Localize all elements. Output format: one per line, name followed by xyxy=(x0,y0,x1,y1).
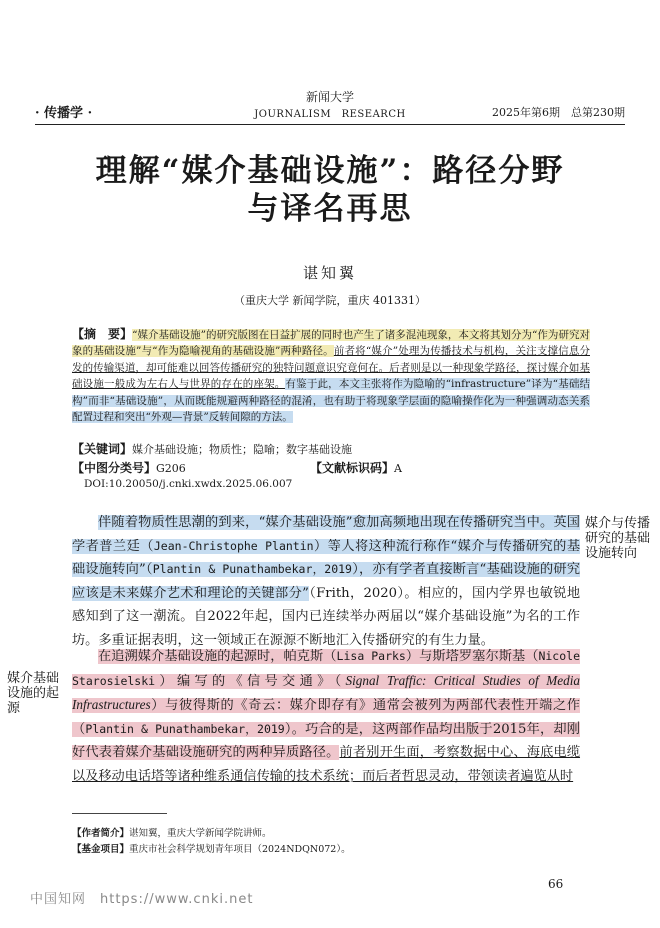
p1-text-b: ）等人将这种流行称作“媒介与传播研究的基础设施转向”（ xyxy=(72,538,581,578)
journal-name-en: JOURNALISM RESEARCH xyxy=(254,109,406,120)
column-label: · 传播学 · xyxy=(35,106,93,121)
cnki-watermark: 中国知网 https://www.cnki.net xyxy=(30,892,254,907)
author-bio xyxy=(72,825,272,839)
author-affiliation: （重庆大学 新闻学院，重庆 401331） xyxy=(234,294,426,307)
body-paragraph-2 xyxy=(72,645,580,789)
article-title-line-2: 与译名再思 xyxy=(247,191,413,227)
clc-value: G206 xyxy=(156,462,186,475)
abstract xyxy=(72,326,590,425)
abstract-highlight-yellow: “媒介基础设施”的研究版图在日益扩展的同时也产生了诸多混沌现象，本文将其划分为“作为研究对象的基础设施”与“作为隐喻视角的基础设施”两种路径。 xyxy=(72,329,590,358)
clc-line xyxy=(72,459,186,476)
p2-underlined: 前者别开生面，考察数据中心、海底电缆以及移动电话塔等诸种维系通信传输的技术系统；而后者哲思灵动，带领读者遍览从时 xyxy=(72,745,581,784)
p2-name-2: Nicole Starosielski xyxy=(72,649,580,688)
p2-text-e: ）。巧合的是，这两部作品均出版于2015年，却刚好代表着媒介基础设施研究的两种异质路径。 xyxy=(72,721,580,761)
doi: DOI:10.20050/j.cnki.xwdx.2025.06.007 xyxy=(84,478,293,490)
p2-citation: Plantin & Punathambekar，2019 xyxy=(85,721,285,736)
header-divider xyxy=(35,124,625,125)
p2-text-d: ）与彼得斯的《奇云：媒介即存有》通常会被列为两部代表性开端之作（ xyxy=(72,698,580,737)
doc-code-label: 【文献标识码】 xyxy=(310,461,395,475)
article-title-line-1: 理解“媒介基础设施”：路径分野 xyxy=(95,153,565,189)
p1-citation-1: Plantin & Punathambekar，2019 xyxy=(152,562,352,577)
author-name: 谌知翼 xyxy=(302,264,357,282)
margin-note-right: 媒介与传播研究的基础设施转向 xyxy=(585,516,651,561)
keywords-line xyxy=(72,440,352,457)
keywords-text: 媒介基础设施；物质性；隐喻；数字基础设施 xyxy=(132,443,353,456)
issue-number: 2025年第6期 总第230期 xyxy=(492,106,625,119)
abstract-underlined: 前者将“媒介”处理为传播技术与机构，关注支撑信息分发的传输渠道，却可能难以回答传播研究的独特问题意识究竟何在。后者则是以一种现象学路径，探讨媒介如基础设施一般成为左右人与世界的存在的座架。 xyxy=(72,345,590,391)
p1-name: Jean-Christophe Plantin xyxy=(153,538,314,553)
funding xyxy=(72,841,351,855)
p1-text-a: 伴随着物质性思潮的到来，“媒介基础设施”愈加高频地出现在传播研究当中。英国学者普兰廷（ xyxy=(72,515,580,554)
p2-book-title: Signal Traffic: Critical Studies of Media Infrastructures xyxy=(72,672,580,713)
p2-text-c: ）编写的《信号交通》（ xyxy=(155,673,346,689)
keywords-label: 【关键词】 xyxy=(72,442,133,456)
p1-citation-2: （Frith，2020） xyxy=(308,585,405,601)
author-bio-text: 谌知翼，重庆大学新闻学院讲师。 xyxy=(129,828,272,839)
abstract-label: 【摘 要】 xyxy=(72,327,133,341)
p1-text-d: 。相应的，国内学界也敏锐地感知到了这一潮流。自2022年起，国内已连续举办两届以“媒介基础设施”为名的工作坊。多重证据表明，这一领域正在源源不断地汇入传播研究的有生力量。 xyxy=(72,585,581,648)
doc-code-line xyxy=(310,459,402,476)
margin-note-left: 媒介基础设施的起源 xyxy=(7,671,60,716)
page-number: 66 xyxy=(548,877,564,891)
journal-header xyxy=(35,84,625,124)
clc-label: 【中图分类号】 xyxy=(72,461,157,475)
body-paragraph-1 xyxy=(72,511,580,653)
p2-name-1: Lisa Parks xyxy=(336,649,406,663)
p2-text-a: 在追溯媒介基础设施的起源时，帕克斯（ xyxy=(98,649,337,664)
footnote-divider xyxy=(72,813,167,814)
abstract-highlight-blue: 有鉴于此，本文主张将作为隐喻的“infrastructure”译为“基础结构”而非“基础设施”，从而既能规避两种路径的混淆，也有助于将现象学层面的隐喻操作化为一种强调动态关系配置过程和突出“外观—背景”反转间隙的方法。 xyxy=(72,378,591,424)
funding-text: 重庆市社会科学规划青年项目（2024NDQN072）。 xyxy=(129,844,351,855)
author-bio-label: 【作者简介】 xyxy=(72,828,130,839)
funding-label: 【基金项目】 xyxy=(72,844,130,855)
p2-text-b: ）与斯塔罗塞尔斯基（ xyxy=(405,649,539,664)
doc-code-value: A xyxy=(394,462,402,475)
p1-text-c: ），亦有学者直接断言“基础设施的研究应该是未来媒介艺术和理论的关键部分” xyxy=(72,562,581,601)
journal-name: 新闻大学 xyxy=(305,90,354,104)
